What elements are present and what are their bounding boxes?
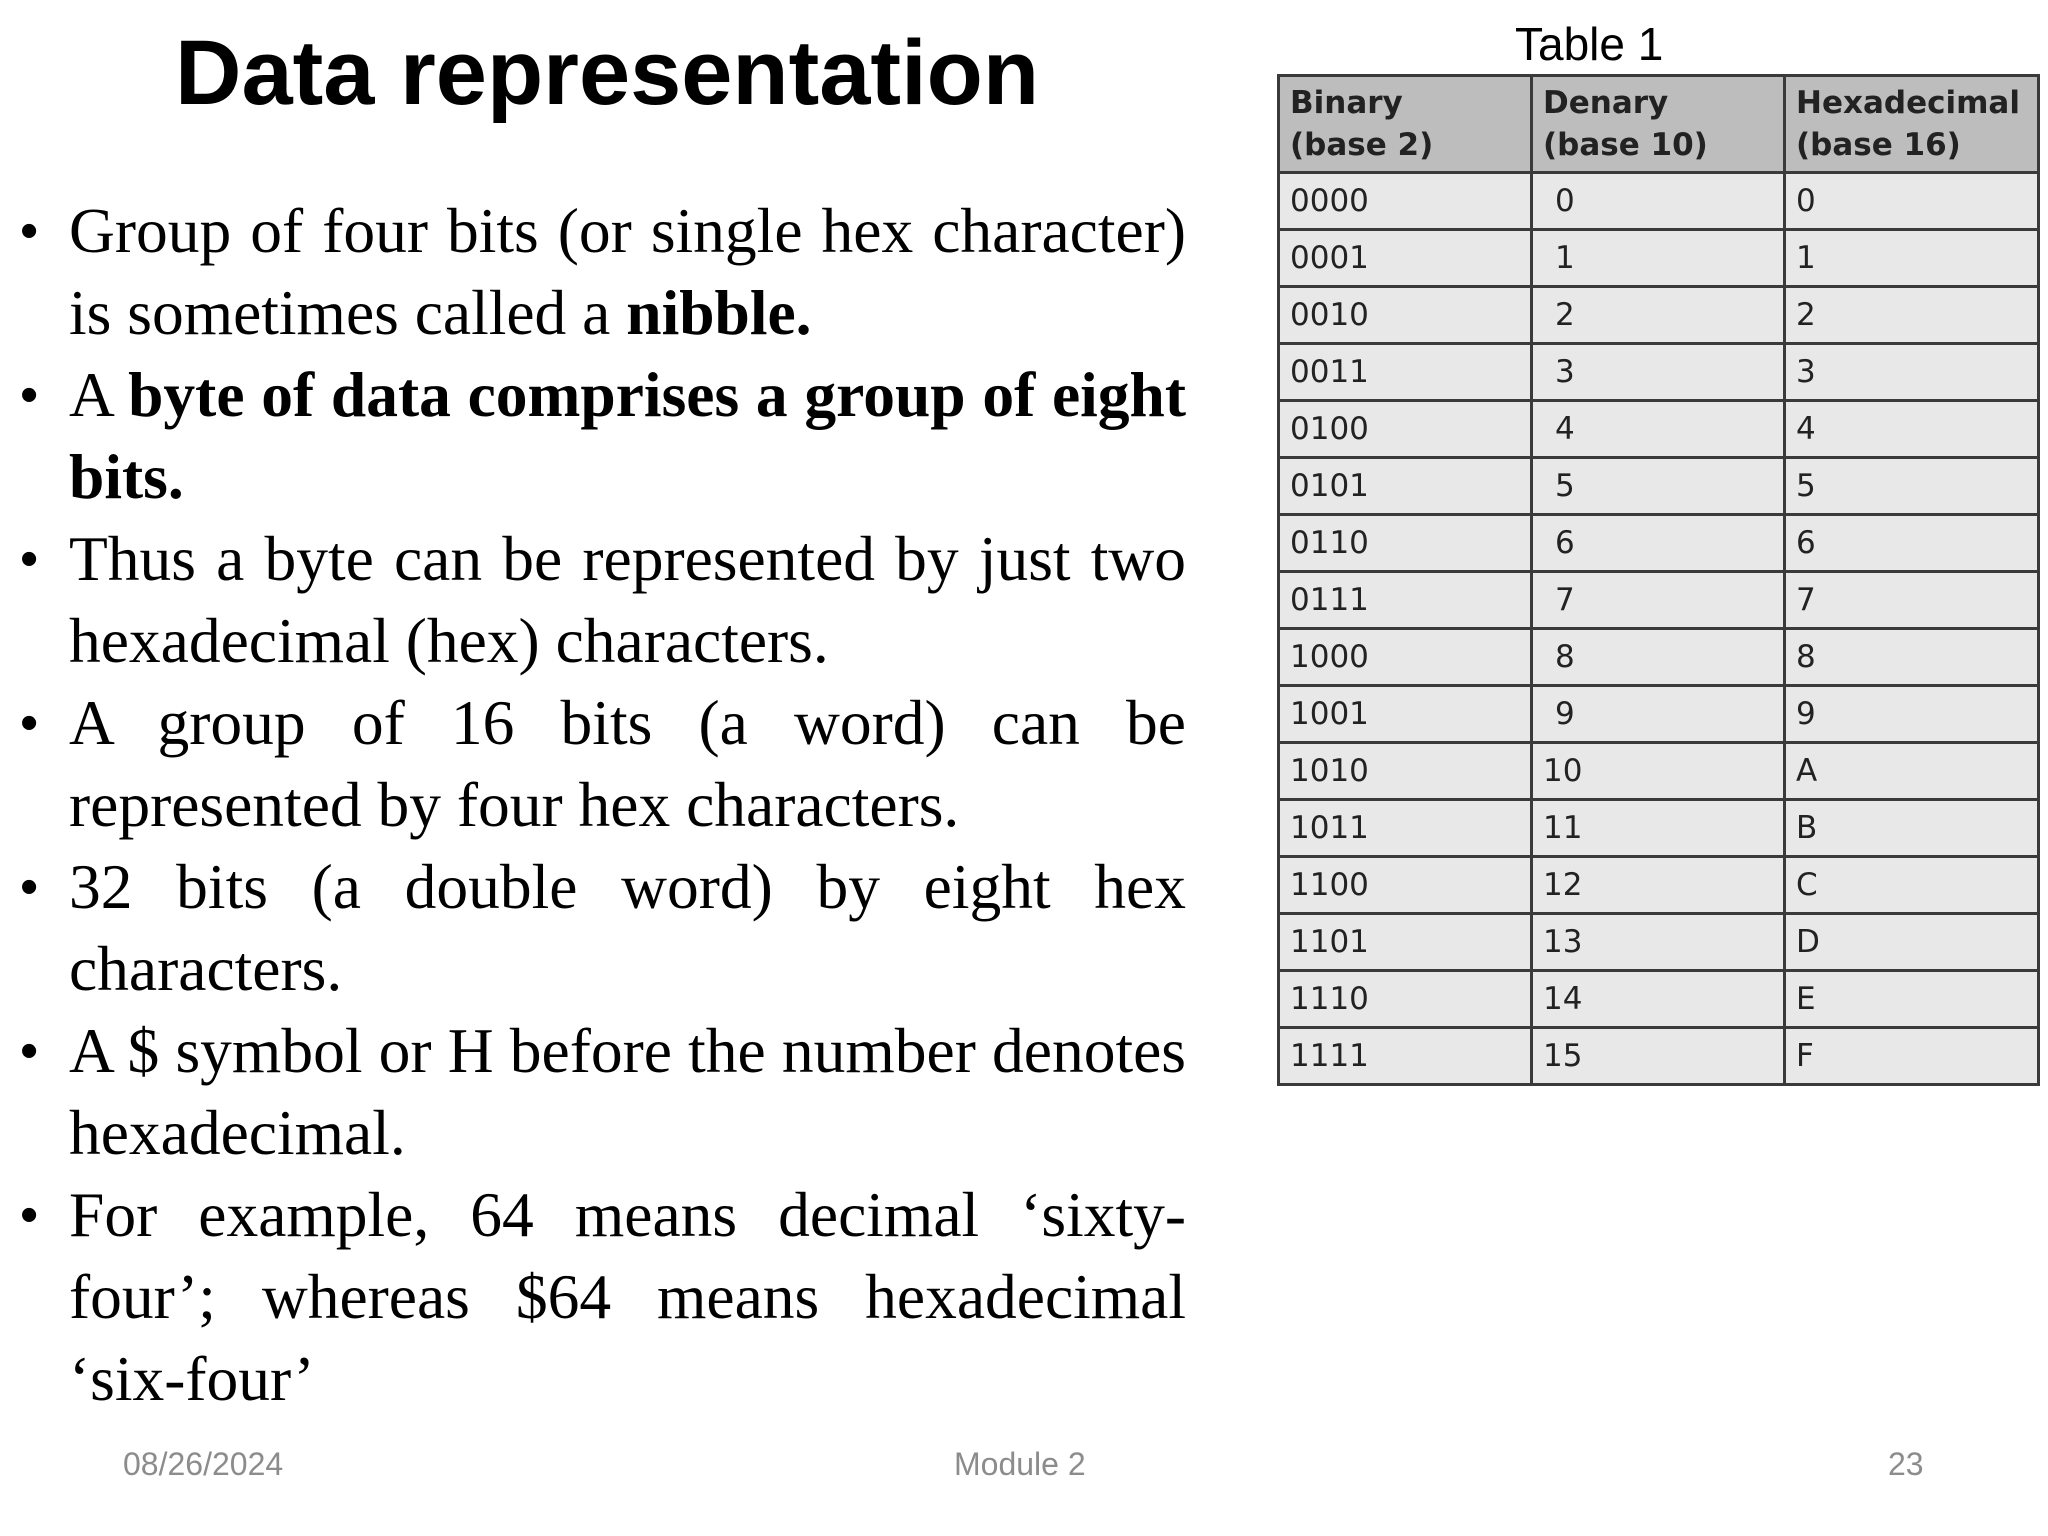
cell-binary: 1011 (1279, 800, 1532, 857)
cell-denary: 6 (1532, 515, 1785, 572)
cell-binary: 0100 (1279, 401, 1532, 458)
cell-hexadecimal: 7 (1785, 572, 2039, 629)
bullet-dot-icon: • (20, 202, 39, 260)
cell-denary: 14 (1532, 971, 1785, 1028)
cell-binary: 0000 (1279, 173, 1532, 230)
cell-denary: 8 (1532, 629, 1785, 686)
cell-binary: 0110 (1279, 515, 1532, 572)
cell-hexadecimal: A (1785, 743, 2039, 800)
bullet-item (20, 354, 1186, 518)
bullet-item (20, 1010, 1186, 1174)
table-row (1279, 173, 2039, 230)
bullet-text: A group of 16 bits (a word) can be represented by four hex characters. (69, 687, 1186, 840)
header-denary (1532, 76, 1785, 173)
cell-hexadecimal: 9 (1785, 686, 2039, 743)
table-row (1279, 287, 2039, 344)
cell-denary: 7 (1532, 572, 1785, 629)
bullet-text: byte of data comprises a group of eight bits. (69, 359, 1187, 512)
bullet-text: 32 bits (a double word) by eight hex characters. (69, 851, 1186, 1004)
cell-binary: 1111 (1279, 1028, 1532, 1085)
footer-module: Module 2 (954, 1446, 1086, 1482)
cell-hexadecimal: 4 (1785, 401, 2039, 458)
header-binary-line2: (base 2) (1290, 127, 1434, 163)
table-row (1279, 344, 2039, 401)
cell-binary: 1110 (1279, 971, 1532, 1028)
cell-binary: 1100 (1279, 857, 1532, 914)
header-denary-line1: Denary (1543, 85, 1669, 121)
header-hexadecimal (1785, 76, 2039, 173)
table-row (1279, 458, 2039, 515)
bullet-dot-icon: • (20, 694, 39, 752)
cell-hexadecimal: 3 (1785, 344, 2039, 401)
cell-hexadecimal: C (1785, 857, 2039, 914)
cell-hexadecimal: E (1785, 971, 2039, 1028)
number-conversion-table (1277, 74, 2040, 1086)
table-row (1279, 401, 2039, 458)
bullet-item (20, 518, 1186, 682)
table-row (1279, 629, 2039, 686)
cell-denary: 10 (1532, 743, 1785, 800)
cell-binary: 0011 (1279, 344, 1532, 401)
bullet-item (20, 190, 1186, 354)
cell-hexadecimal: 0 (1785, 173, 2039, 230)
cell-denary: 13 (1532, 914, 1785, 971)
bullet-text: For example, 64 means decimal ‘sixty-four’; whereas $64 means hexadecimal ‘six-four’ (69, 1179, 1186, 1414)
cell-binary: 0001 (1279, 230, 1532, 287)
bullet-text: Group of four bits (or single hex character) is sometimes called a (69, 195, 1186, 348)
cell-hexadecimal: 2 (1785, 287, 2039, 344)
header-denary-line2: (base 10) (1543, 127, 1708, 163)
cell-hexadecimal: D (1785, 914, 2039, 971)
cell-denary: 0 (1532, 173, 1785, 230)
cell-binary: 1001 (1279, 686, 1532, 743)
bullet-dot-icon: • (20, 1022, 39, 1080)
bullet-item (20, 846, 1186, 1010)
bullet-item (20, 1174, 1186, 1420)
table-header-row (1279, 76, 2039, 173)
bullet-dot-icon: • (20, 858, 39, 916)
bullet-text: Thus a byte can be represented by just two hexadecimal (hex) characters. (69, 523, 1186, 676)
header-binary (1279, 76, 1532, 173)
cell-denary: 9 (1532, 686, 1785, 743)
cell-denary: 12 (1532, 857, 1785, 914)
cell-hexadecimal: 1 (1785, 230, 2039, 287)
table-row (1279, 800, 2039, 857)
table-row (1279, 1028, 2039, 1085)
bullet-dot-icon: • (20, 1186, 39, 1244)
header-binary-line1: Binary (1290, 85, 1403, 121)
cell-binary: 0111 (1279, 572, 1532, 629)
bullet-text: A (69, 359, 129, 430)
header-hexadecimal-line1: Hexadecimal (1796, 85, 2020, 121)
cell-denary: 3 (1532, 344, 1785, 401)
slide-title: Data representation (175, 22, 1040, 124)
footer-date: 08/26/2024 (123, 1446, 284, 1482)
table-row (1279, 914, 2039, 971)
table-row (1279, 515, 2039, 572)
bullet-item (20, 682, 1186, 846)
cell-binary: 1000 (1279, 629, 1532, 686)
cell-hexadecimal: 5 (1785, 458, 2039, 515)
table-row (1279, 971, 2039, 1028)
cell-denary: 4 (1532, 401, 1785, 458)
table-row (1279, 743, 2039, 800)
cell-hexadecimal: 6 (1785, 515, 2039, 572)
cell-binary: 0101 (1279, 458, 1532, 515)
cell-hexadecimal: 8 (1785, 629, 2039, 686)
table-body (1279, 173, 2039, 1085)
table-row (1279, 230, 2039, 287)
cell-hexadecimal: B (1785, 800, 2039, 857)
bullet-dot-icon: • (20, 366, 39, 424)
cell-denary: 11 (1532, 800, 1785, 857)
table-caption: Table 1 (1515, 18, 1664, 70)
cell-binary: 1101 (1279, 914, 1532, 971)
bullet-list (20, 190, 1186, 1420)
cell-denary: 5 (1532, 458, 1785, 515)
cell-hexadecimal: F (1785, 1028, 2039, 1085)
cell-denary: 1 (1532, 230, 1785, 287)
cell-denary: 2 (1532, 287, 1785, 344)
footer-page-number: 23 (1888, 1446, 1924, 1482)
table-row (1279, 686, 2039, 743)
bullet-text: nibble. (626, 277, 812, 348)
header-hexadecimal-line2: (base 16) (1796, 127, 1961, 163)
cell-binary: 1010 (1279, 743, 1532, 800)
bullet-text: A $ symbol or H before the number denotes hexadecimal. (69, 1015, 1186, 1168)
bullet-dot-icon: • (20, 530, 39, 588)
cell-binary: 0010 (1279, 287, 1532, 344)
table-row (1279, 572, 2039, 629)
cell-denary: 15 (1532, 1028, 1785, 1085)
table-row (1279, 857, 2039, 914)
